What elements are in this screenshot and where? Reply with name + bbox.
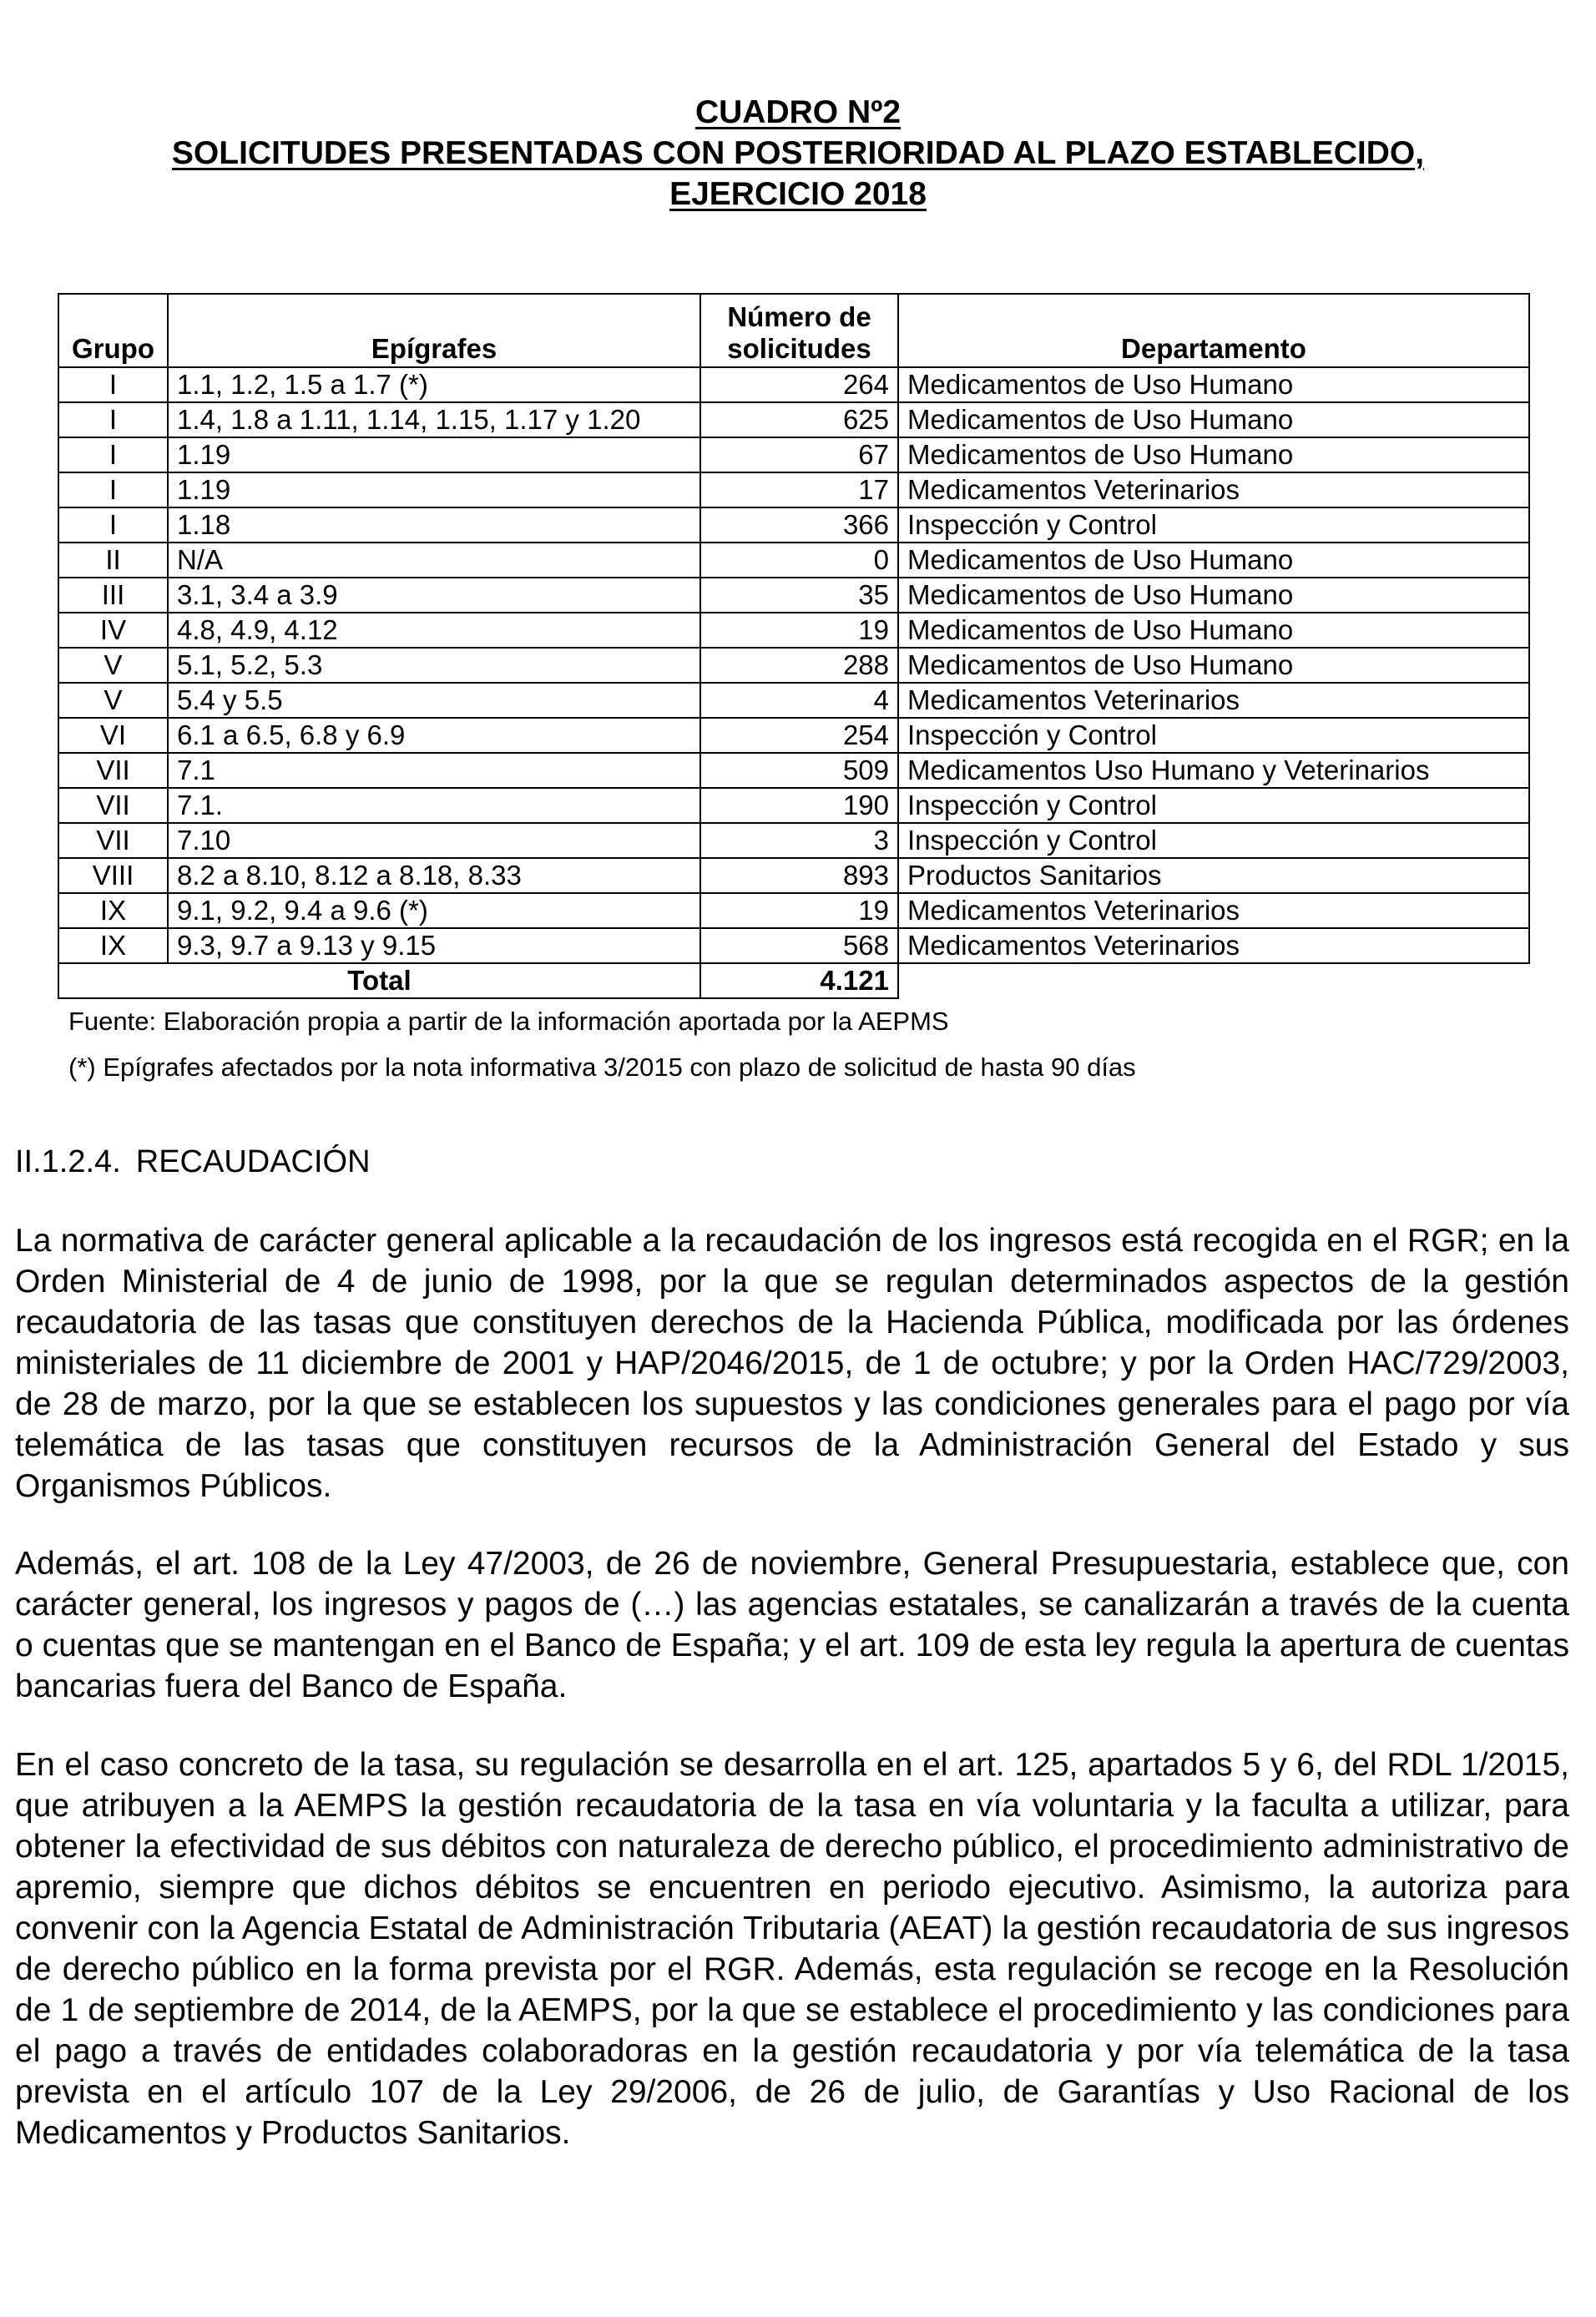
footnote: (*) Epígrafes afectados por la nota informativa 3/2015 con plazo de solicitud de hasta 90 días <box>68 1052 1136 1082</box>
cell-numero: 288 <box>700 648 898 683</box>
cell-numero: 0 <box>700 543 898 578</box>
paragraph-1: La normativa de carácter general aplicable a la recaudación de los ingresos está recogida en el RGR; en la Orden Ministerial de 4 de junio de 1998, por la que se regulan determinados aspectos de la gestión recaudatoria de las tasas que constituyen derechos de la Hacienda Pública, modificada por las órdenes ministeriales de 11 diciembre de 2001 y HAP/2046/2015, de 1 de octubre; y por la Orden HAC/729/2003, de 28 de marzo, por la que se establecen los supuestos y las condiciones generales para el pago por vía telemática de las tasas que constituyen recursos de la Administración General del Estado y sus Organismos Públicos. <box>15 1223 1569 1504</box>
cell-epigrafes: 3.1, 3.4 a 3.9 <box>168 578 700 613</box>
cell-grupo: I <box>58 367 168 402</box>
cell-epigrafes: 6.1 a 6.5, 6.8 y 6.9 <box>168 718 700 753</box>
cell-epigrafes: 1.4, 1.8 a 1.11, 1.14, 1.15, 1.17 y 1.20 <box>168 402 700 437</box>
table-row <box>58 683 1529 718</box>
table-row <box>58 648 1529 683</box>
header-numero-line2: solicitudes <box>727 333 871 364</box>
cell-epigrafes: N/A <box>168 543 700 578</box>
cell-epigrafes: 1.1, 1.2, 1.5 a 1.7 (*) <box>168 367 700 402</box>
cell-grupo: IV <box>58 613 168 648</box>
cell-numero: 17 <box>700 472 898 507</box>
table-row <box>58 858 1529 893</box>
cell-departamento: Medicamentos de Uso Humano <box>898 578 1529 613</box>
cell-grupo: VII <box>58 753 168 788</box>
header-numero <box>700 294 898 367</box>
table-header-row <box>58 294 1529 367</box>
paragraph-2: Además, el art. 108 de la Ley 47/2003, de 26 de noviembre, General Presupuestaria, establece que, con carácter general, los ingresos y pagos de (…) las agencias estatales, se canalizarán a través de la cuenta o cuentas que se mantengan en el Banco de España; y el art. 109 de esta ley regula la apertura de cuentas bancarias fuera del Banco de España. <box>15 1546 1569 1704</box>
section-heading <box>15 1142 371 1182</box>
total-label: Total <box>58 963 700 998</box>
cell-numero: 67 <box>700 437 898 472</box>
cell-epigrafes: 7.1. <box>168 788 700 823</box>
solicitudes-table <box>58 293 1530 999</box>
table-row <box>58 367 1529 402</box>
cell-departamento: Medicamentos de Uso Humano <box>898 613 1529 648</box>
cell-numero: 190 <box>700 788 898 823</box>
cell-departamento: Medicamentos Veterinarios <box>898 893 1529 928</box>
table-row <box>58 753 1529 788</box>
table-row <box>58 613 1529 648</box>
table-row <box>58 823 1529 858</box>
cell-departamento: Productos Sanitarios <box>898 858 1529 893</box>
header-departamento: Departamento <box>898 294 1529 367</box>
cell-epigrafes: 1.19 <box>168 437 700 472</box>
cell-departamento: Medicamentos Veterinarios <box>898 928 1529 963</box>
table-row <box>58 472 1529 507</box>
cell-grupo: II <box>58 543 168 578</box>
title-line-1: CUADRO Nº2 <box>694 94 902 130</box>
cell-grupo: VII <box>58 823 168 858</box>
document-title <box>0 92 1596 215</box>
section-number: II.1.2.4. <box>15 1144 121 1179</box>
cell-epigrafes: 5.1, 5.2, 5.3 <box>168 648 700 683</box>
table-row <box>58 402 1529 437</box>
cell-departamento: Medicamentos Veterinarios <box>898 683 1529 718</box>
source-note: Fuente: Elaboración propia a partir de la información aportada por la AEPMS <box>68 1007 949 1036</box>
cell-departamento: Inspección y Control <box>898 823 1529 858</box>
cell-departamento: Medicamentos Uso Humano y Veterinarios <box>898 753 1529 788</box>
cell-grupo: VI <box>58 718 168 753</box>
cell-epigrafes: 5.4 y 5.5 <box>168 683 700 718</box>
cell-numero: 625 <box>700 402 898 437</box>
table-row <box>58 578 1529 613</box>
title-line-3: EJERCICIO 2018 <box>669 176 927 212</box>
cell-departamento: Medicamentos de Uso Humano <box>898 648 1529 683</box>
cell-epigrafes: 1.19 <box>168 472 700 507</box>
cell-numero: 19 <box>700 613 898 648</box>
cell-departamento: Medicamentos de Uso Humano <box>898 437 1529 472</box>
header-numero-line1: Número de <box>727 301 871 332</box>
paragraph-3: En el caso concreto de la tasa, su regulación se desarrolla en el art. 125, apartados 5 y 6, del RDL 1/2015, que atribuyen a la AEMPS la gestión recaudatoria de la tasa en vía voluntaria y la faculta a utilizar, para obtener la efectividad de sus débitos con naturaleza de derecho público, el procedimiento administrativo de apremio, siempre que dichos débitos se encuentren en periodo ejecutivo. Asimismo, la autoriza para convenir con la Agencia Estatal de Administración Tributaria (AEAT) la gestión recaudatoria de sus ingresos de derecho público en la forma prevista por el RGR. Además, esta regulación se recoge en la Resolución de 1 de septiembre de 2014, de la AEMPS, por la que se establece el procedimiento y las condiciones para el pago a través de entidades colaboradoras en la gestión recaudatoria y por vía telemática de la tasa prevista en el artículo 107 de la Ley 29/2006, de 26 de julio, de Garantías y Uso Racional de los Medicamentos y Productos Sanitarios. <box>15 1747 1569 2151</box>
title-line-2: SOLICITUDES PRESENTADAS CON POSTERIORIDAD AL PLAZO ESTABLECIDO, <box>171 135 1425 171</box>
cell-grupo: I <box>58 472 168 507</box>
cell-departamento: Medicamentos de Uso Humano <box>898 402 1529 437</box>
total-row <box>58 963 1529 998</box>
cell-grupo: IX <box>58 928 168 963</box>
cell-grupo: III <box>58 578 168 613</box>
cell-departamento: Inspección y Control <box>898 507 1529 543</box>
cell-epigrafes: 4.8, 4.9, 4.12 <box>168 613 700 648</box>
cell-numero: 509 <box>700 753 898 788</box>
header-epigrafes: Epígrafes <box>168 294 700 367</box>
cell-departamento: Medicamentos de Uso Humano <box>898 543 1529 578</box>
cell-grupo: VII <box>58 788 168 823</box>
cell-numero: 568 <box>700 928 898 963</box>
header-grupo: Grupo <box>58 294 168 367</box>
cell-numero: 35 <box>700 578 898 613</box>
cell-grupo: I <box>58 437 168 472</box>
total-empty-cell <box>898 963 1529 998</box>
cell-epigrafes: 1.18 <box>168 507 700 543</box>
cell-departamento: Inspección y Control <box>898 788 1529 823</box>
table-row <box>58 788 1529 823</box>
table-row <box>58 507 1529 543</box>
table-body <box>58 367 1529 998</box>
table-row <box>58 928 1529 963</box>
table-row <box>58 437 1529 472</box>
cell-grupo: IX <box>58 893 168 928</box>
cell-epigrafes: 8.2 a 8.10, 8.12 a 8.18, 8.33 <box>168 858 700 893</box>
cell-numero: 4 <box>700 683 898 718</box>
cell-numero: 3 <box>700 823 898 858</box>
cell-departamento: Medicamentos de Uso Humano <box>898 367 1529 402</box>
total-value: 4.121 <box>700 963 898 998</box>
table-row <box>58 543 1529 578</box>
cell-departamento: Medicamentos Veterinarios <box>898 472 1529 507</box>
cell-numero: 254 <box>700 718 898 753</box>
cell-epigrafes: 9.1, 9.2, 9.4 a 9.6 (*) <box>168 893 700 928</box>
cell-epigrafes: 7.10 <box>168 823 700 858</box>
cell-numero: 264 <box>700 367 898 402</box>
cell-grupo: V <box>58 683 168 718</box>
table-row <box>58 718 1529 753</box>
cell-grupo: I <box>58 402 168 437</box>
cell-epigrafes: 9.3, 9.7 a 9.13 y 9.15 <box>168 928 700 963</box>
cell-grupo: VIII <box>58 858 168 893</box>
cell-epigrafes: 7.1 <box>168 753 700 788</box>
cell-grupo: I <box>58 507 168 543</box>
cell-numero: 366 <box>700 507 898 543</box>
cell-numero: 19 <box>700 893 898 928</box>
table-row <box>58 893 1529 928</box>
section-title: RECAUDACIÓN <box>135 1144 371 1179</box>
cell-departamento: Inspección y Control <box>898 718 1529 753</box>
cell-grupo: V <box>58 648 168 683</box>
cell-numero: 893 <box>700 858 898 893</box>
